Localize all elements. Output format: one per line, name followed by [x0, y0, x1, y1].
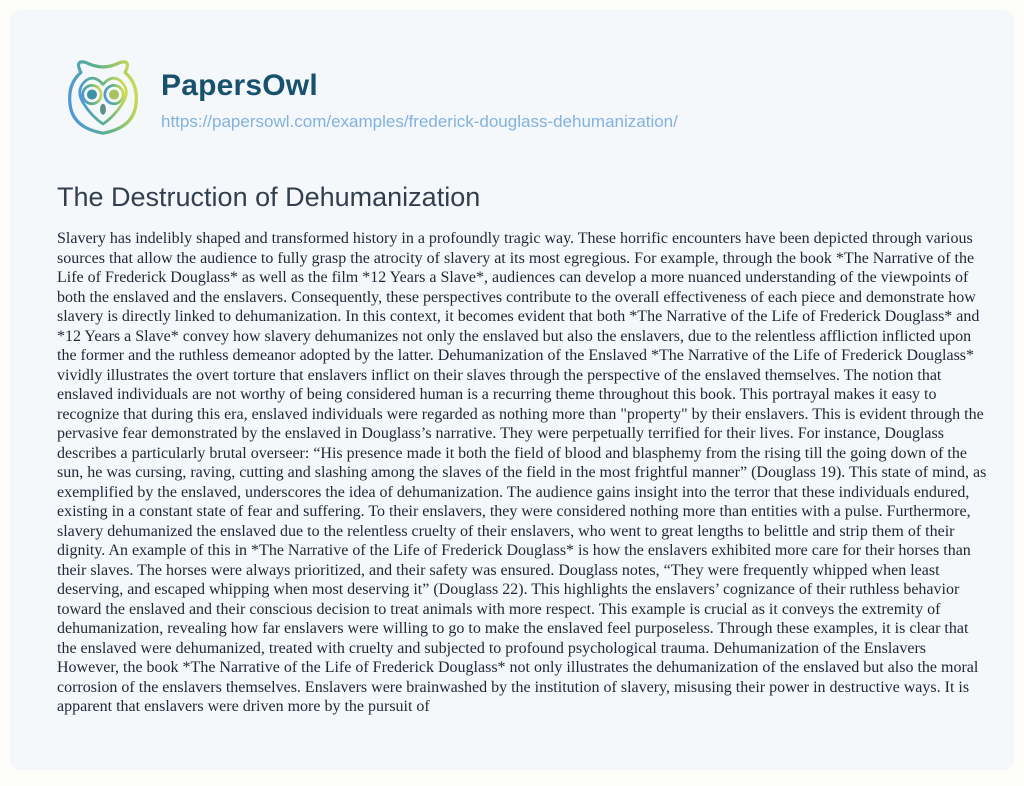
brand-name-link[interactable]: PapersOwl	[161, 69, 318, 102]
site-header	[57, 55, 678, 147]
page-title: The Destruction of Dehumanization	[57, 182, 481, 212]
papersowl-owl-logo-icon[interactable]	[57, 55, 149, 147]
essay-body-text: Slavery has indelibly shaped and transformed history in a profoundly tragic way. These horrific encounters have been depicted through various sources that allow the audience to fully grasp the atrocity of slavery at its most egregious. For example, through the book *The Narrative of the Life of Frederick Douglass* as well as the film *12 Years a Slave*, audiences can develop a more nuanced understanding of the viewpoints of both the enslaved and the enslavers. Consequently, these perspectives contribute to the overall effectiveness of each piece and demonstrate how slavery is directly linked to dehumanization. In this context, it becomes evident that both *The Narrative of the Life of Frederick Douglass* and *12 Years a Slave* convey how slavery dehumanizes not only the enslaved but also the enslavers, due to the relentless affliction inflicted upon the former and the ruthless demeanor adopted by the latter. Dehumanization of the Enslaved *The Narrative of the Life of Frederick Douglass* vividly illustrates the overt torture that enslavers inflict on their slaves through the perspective of the enslaved themselves. The notion that enslaved individuals are not worthy of being considered human is a recurring theme throughout this book. This portrayal makes it easy to recognize that during this era, enslaved individuals were regarded as nothing more than "property" by their enslavers. This is evident through the pervasive fear demonstrated by the enslaved in Douglass’s narrative. They were perpetually terrified for their lives. For instance, Douglass describes a particularly brutal overseer: “His presence made it both the field of blood and blasphemy from the rising till the going down of the sun, he was cursing, raving, cutting and slashing among the slaves of the field in the most frightful manner” (Douglass 19). This state of mind, as exemplified by the enslaved, underscores the idea of dehumanization. The audience gains insight into the terror that these individuals endured, existing in a constant state of fear and suffering. To their enslavers, they were considered nothing more than entities with a pulse. Furthermore, slavery dehumanized the enslaved due to the relentless cruelty of their enslavers, who went to great lengths to belittle and strip them of their dignity. An example of this in *The Narrative of the Life of Frederick Douglass* is how the enslavers exhibited more care for their horses than their slaves. The horses were always prioritized, and their safety was ensured. Douglass notes, “They were frequently whipped when least deserving, and escaped whipping when most deserving it” (Douglass 22). This highlights the enslavers’ cognizance of their ruthless behavior toward the enslaved and their conscious decision to treat animals with more respect. This example is crucial as it conveys the extremity of dehumanization, revealing how far enslavers were willing to go to make the enslaved feel purposeless. Through these examples, it is clear that the enslaved were dehumanized, treated with cruelty and subjected to profound psychological trauma. Dehumanization of the Enslavers However, the book *The Narrative of the Life of Frederick Douglass* not only illustrates the dehumanization of the enslaved but also the moral corrosion of the enslavers themselves. Enslavers were brainwashed by the institution of slavery, misusing their power in destructive ways. It is apparent that enslavers were driven more by the pursuit of	[57, 230, 987, 715]
page-panel	[10, 10, 1014, 770]
source-url-link[interactable]: https://papersowl.com/examples/frederick-douglass-dehumanization/	[161, 112, 678, 131]
brand-block	[161, 55, 678, 132]
